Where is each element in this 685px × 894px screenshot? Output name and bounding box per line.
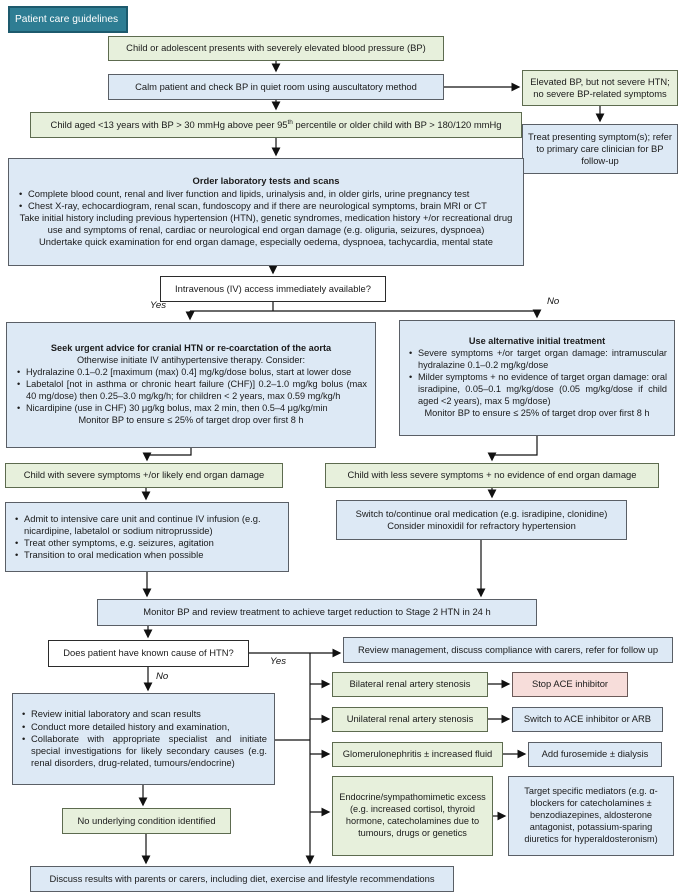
cause-unilateral-stenosis: Unilateral renal artery stenosis (332, 707, 488, 732)
branch-label-yes: Yes (270, 656, 287, 667)
monitor-review-node: Monitor BP and review treatment to achieve target reduction to Stage 2 HTN in 24 h (97, 599, 537, 626)
threshold-text: Child aged <13 years with BP > 30 mmHg above peer 95 (50, 118, 288, 130)
alternative-treatment-node (399, 320, 675, 436)
urgent-bullet: • Nicardipine (use in CHF) 30 μg/kg bolus, max 2 min, then 0.5–4 μg/kg/min (15, 403, 367, 415)
lab-bullet: • Complete blood count, renal and liver function and lipids, urinalysis and, in older girls, urine pregnancy test (17, 188, 515, 200)
page-title: Patient care guidelines (8, 6, 128, 33)
urgent-title: Seek urgent advice for cranial HTN or re-coarctation of the aorta (50, 343, 332, 354)
less-severe-symptoms-node: Child with less severe symptoms + no evidence of end organ damage (325, 463, 659, 488)
alternative-title: Use alternative initial treatment (468, 336, 606, 347)
action-furosemide-dialysis: Add furosemide ± dialysis (528, 742, 662, 767)
urgent-footer: Monitor BP to ensure ≤ 25% of target drop over first 8 h (78, 414, 304, 425)
known-cause-decision: Does patient have known cause of HTN? (48, 640, 249, 667)
secondary-investigation-node (12, 693, 275, 785)
secondary-bullet: • Conduct more detailed history and examination, (20, 721, 267, 733)
iv-access-decision: Intravenous (IV) access immediately available? (160, 276, 386, 302)
discuss-results-node: Discuss results with parents or carers, including diet, exercise and lifestyle recommendations (30, 866, 454, 892)
oral-line: Switch to/continue oral medication (e.g. isradipine, clonidine) (355, 507, 608, 519)
action-target-mediators: Target specific mediators (e.g. α-blockers for catecholamines ± benzodiazepines, aldosterone antagonist, potassium-sparing diuretics for hyperaldosteronism) (508, 776, 674, 856)
oral-line: Consider minoxidil for refractory hypertension (387, 520, 576, 531)
icu-bullet: • Admit to intensive care unit and continue IV infusion (e.g. nicardipine, labetalol or sodium nitroprusside) (13, 513, 281, 537)
alternative-footer: Monitor BP to ensure ≤ 25% of target drop over first 8 h (424, 407, 650, 418)
urgent-advice-node (6, 322, 376, 448)
alternative-bullet: • Severe symptoms +/or target organ damage: intramuscular hydralazine 0.1–0.2 mg/kg/dose (407, 348, 667, 372)
alternative-bullet: • Milder symptoms + no evidence of target organ damage: oral isradipine, 0.05–0.1 mg/kg/dose (0.05 mg/kg/dose if child aged <2 years), max 5 mg/dose) (407, 372, 667, 408)
severe-symptoms-node: Child with severe symptoms +/or likely end organ damage (5, 463, 283, 488)
ordinal-superscript: th (287, 118, 293, 126)
branch-label-no: No (156, 671, 169, 682)
cause-bilateral-stenosis: Bilateral renal artery stenosis (332, 672, 488, 697)
branch-label-no: No (547, 296, 560, 307)
icu-bullet: • Transition to oral medication when possible (13, 549, 281, 561)
calm-check-node: Calm patient and check BP in quiet room using auscultatory method (108, 74, 444, 100)
icu-admit-node (5, 502, 289, 572)
secondary-bullet: • Review initial laboratory and scan results (20, 708, 267, 720)
threshold-text-cont: percentile or older child with BP > 180/120 mmHg (292, 118, 502, 130)
elevated-not-severe-node: Elevated BP, but not severe HTN; no severe BP-related symptoms (522, 70, 678, 106)
oral-medication-node (336, 500, 627, 540)
cause-endocrine-excess: Endocrine/sympathomimetic excess (e.g. increased cortisol, thyroid hormone, catecholamines due to tumours, drugs or genetics (332, 776, 493, 856)
icu-bullet: • Treat other symptoms, e.g. seizures, agitation (13, 537, 281, 549)
branch-label-yes: Yes (150, 300, 167, 311)
lab-tests-node (8, 158, 524, 266)
lab-bullet: • Chest X-ray, echocardiogram, renal scan, fundoscopy and if there are neurological symptoms, brain MRI or CT (17, 200, 515, 212)
urgent-bullet: • Labetalol [not in asthma or chronic heart failure (CHF)] 0.2–1.0 mg/kg bolus (max 40 mg/dose) then 0.25–3.0 mg/kg/h; for children < 2 years, max 0.59 mg/kg/h (15, 379, 367, 403)
action-stop-ace: Stop ACE inhibitor (512, 672, 628, 697)
bp-threshold-node (30, 112, 522, 138)
lab-note: Undertake quick examination for end organ damage, especially oedema, dyspnoea, tachycardia, mental state (39, 236, 493, 248)
urgent-subtitle: Otherwise initiate IV antihypertensive therapy. Consider: (76, 355, 306, 366)
lab-tests-title: Order laboratory tests and scans (192, 175, 340, 187)
lab-note: Take initial history including previous hypertension (HTN), genetic syndromes, medication history +/or recreational drug use and symptoms of renal, cardiac or neurological end organ damage (e.g. oliguria, seizures, dyspnoea) (19, 212, 513, 236)
secondary-bullet: • Collaborate with appropriate specialist and initiate special investigations for likely secondary causes (e.g. renal disorders, drug-related, tumours/endocrine) (20, 733, 267, 770)
review-management-node: Review management, discuss compliance with carers, refer for follow up (343, 637, 673, 663)
start-node: Child or adolescent presents with severely elevated blood pressure (BP) (108, 36, 444, 61)
treat-symptom-node: Treat presenting symptom(s); refer to primary care clinician for BP follow-up (522, 124, 678, 174)
no-underlying-condition-node: No underlying condition identified (62, 808, 231, 834)
cause-glomerulonephritis: Glomerulonephritis ± increased fluid (332, 742, 503, 767)
action-switch-ace-arb: Switch to ACE inhibitor or ARB (512, 707, 663, 732)
urgent-bullet: • Hydralazine 0.1–0.2 [maximum (max) 0.4] mg/kg/dose bolus, start at lower dose (15, 367, 367, 379)
